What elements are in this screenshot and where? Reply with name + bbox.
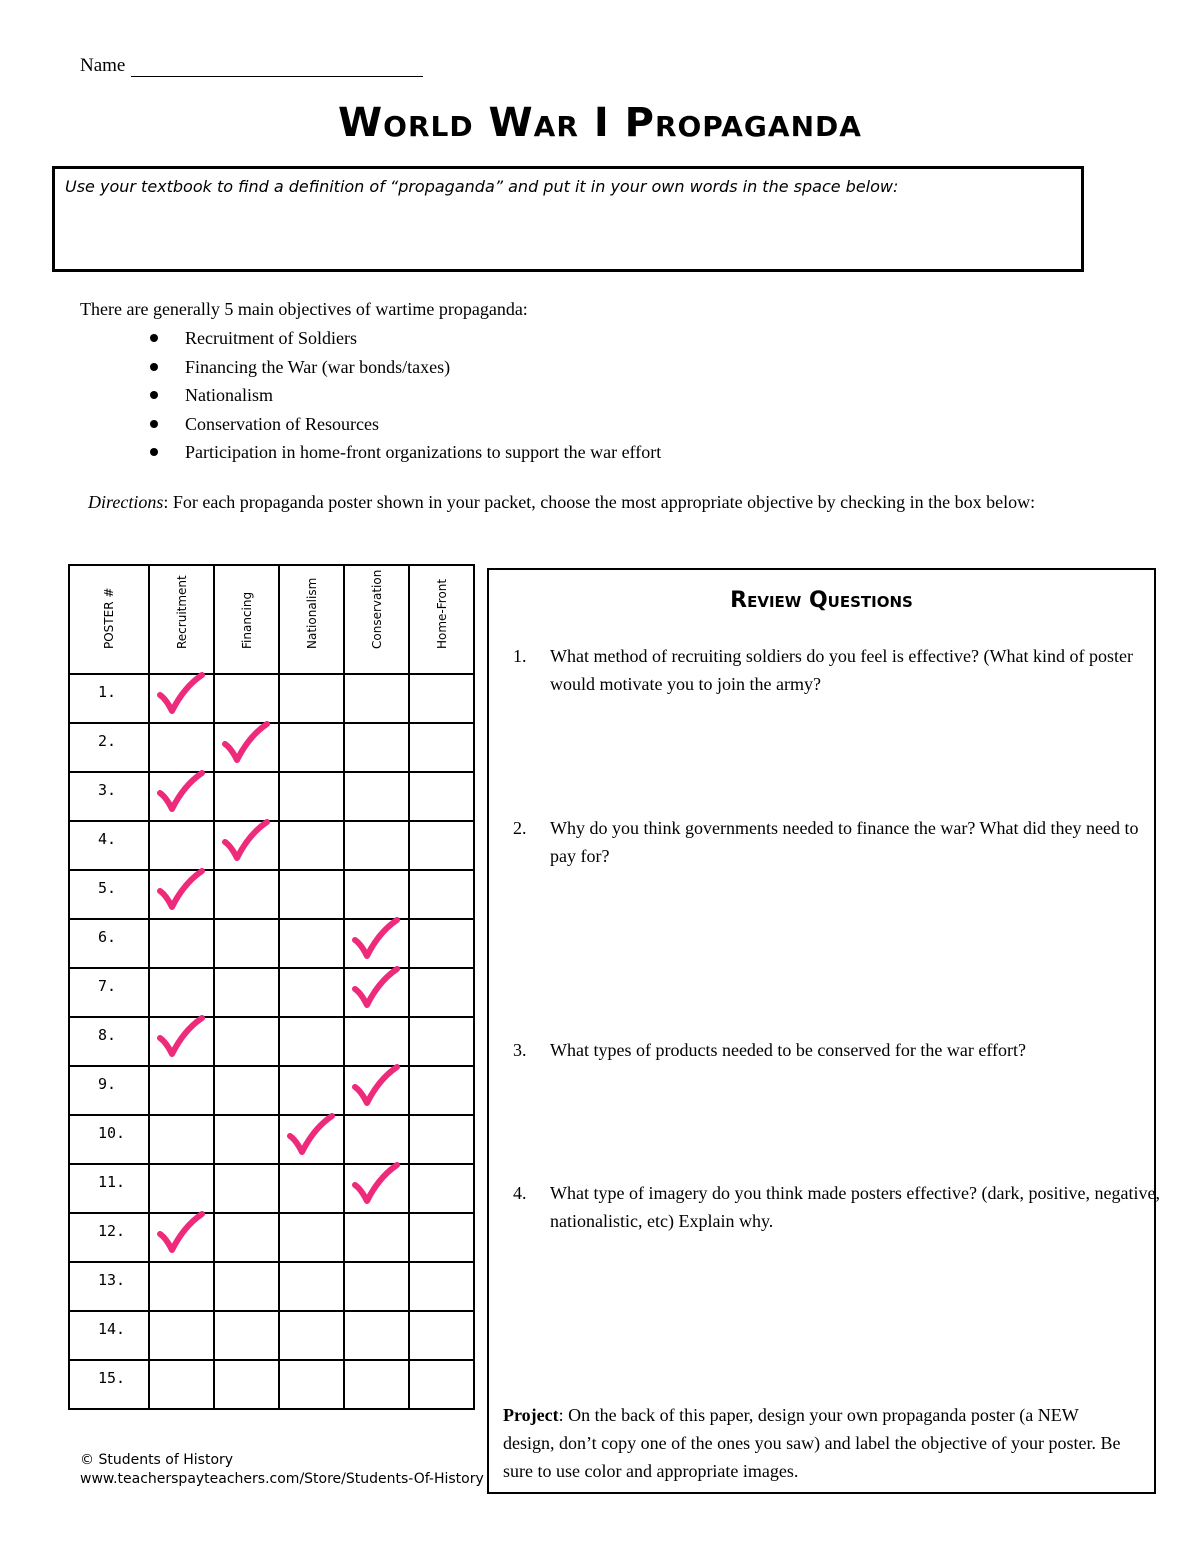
checkbox-cell-recruitment[interactable] [149,1115,214,1164]
checkmark-stroke [225,724,267,760]
checkbox-cell-nationalism[interactable] [279,919,344,968]
checkmark-stroke [355,920,397,956]
checkbox-cell-home-front[interactable] [409,1262,474,1311]
checkbox-cell-conservation[interactable] [344,772,409,821]
column-header-label: Financing [239,591,254,649]
poster-number: 11. [98,1173,126,1191]
checkmark-stroke [160,871,202,907]
checkbox-cell-nationalism[interactable] [279,1115,344,1164]
checkbox-cell-conservation[interactable] [344,674,409,723]
checkbox-cell-recruitment[interactable] [149,1262,214,1311]
question-number: 3. [513,1040,527,1060]
poster-number: 10. [98,1124,126,1142]
poster-number-cell [69,1311,149,1360]
checkbox-cell-nationalism[interactable] [279,1164,344,1213]
checkmark-stroke [160,675,202,711]
checkbox-cell-recruitment[interactable] [149,1017,214,1066]
checkbox-cell-nationalism[interactable] [279,1262,344,1311]
checkbox-cell-recruitment[interactable] [149,1213,214,1262]
checkbox-cell-nationalism[interactable] [279,674,344,723]
footer [80,1451,484,1489]
column-header-home-front [409,565,474,674]
checkbox-cell-conservation[interactable] [344,723,409,772]
checkbox-cell-nationalism[interactable] [279,1311,344,1360]
page-title: World War I Propaganda [338,100,862,146]
checkmark-stroke [355,1165,397,1201]
checkbox-cell-conservation[interactable] [344,1017,409,1066]
checkbox-cell-recruitment[interactable] [149,1164,214,1213]
checkbox-cell-conservation[interactable] [344,968,409,1017]
checkbox-cell-conservation[interactable] [344,1262,409,1311]
checkmark-icon [154,669,208,719]
checkbox-cell-recruitment[interactable] [149,919,214,968]
checkbox-cell-financing[interactable] [214,968,279,1017]
project-instructions [503,1401,1123,1485]
poster-number: 2. [98,732,117,750]
poster-number-cell [69,1066,149,1115]
table-row [69,968,474,1017]
checkbox-cell-financing[interactable] [214,772,279,821]
column-header-label: Home-Front [434,578,449,649]
table-header-row [69,565,474,674]
checkbox-cell-recruitment[interactable] [149,968,214,1017]
checkbox-cell-conservation[interactable] [344,1311,409,1360]
directions-text: : For each propaganda poster shown in your packet, choose the most appropriate objective by checking in the box below: [163,492,1036,512]
checkbox-cell-home-front[interactable] [409,772,474,821]
checkbox-cell-conservation[interactable] [344,1066,409,1115]
checkbox-cell-home-front[interactable] [409,1360,474,1409]
checkbox-cell-recruitment[interactable] [149,1360,214,1409]
project-text: : On the back of this paper, design your own propaganda poster (a NEW design, don’t copy one of the ones you saw) and label the objective of your poster. Be sure to use color and appropriate images. [503,1405,1121,1481]
checkmark-icon [219,816,273,866]
poster-number: 12. [98,1222,126,1240]
column-header-label: Recruitment [174,575,189,649]
checkmark-stroke [225,822,267,858]
name-field [80,55,423,77]
checkbox-cell-financing[interactable] [214,674,279,723]
checkbox-cell-nationalism[interactable] [279,723,344,772]
checkbox-cell-recruitment[interactable] [149,772,214,821]
checkbox-cell-financing[interactable] [214,1017,279,1066]
store-url: www.teacherspayteachers.com/Store/Students-Of-History [80,1471,484,1487]
checkbox-cell-home-front[interactable] [409,1017,474,1066]
checkbox-cell-financing[interactable] [214,1311,279,1360]
checkbox-cell-home-front[interactable] [409,821,474,870]
name-label: Name [80,55,126,76]
poster-number-cell [69,1017,149,1066]
poster-number: 7. [98,977,117,995]
checkbox-cell-nationalism[interactable] [279,1017,344,1066]
poster-number: 9. [98,1075,117,1093]
poster-number-cell [69,968,149,1017]
checkmark-icon [154,1208,208,1258]
question-text: Why do you think governments needed to finance the war? What did they need to pay for? [550,818,1139,866]
poster-number: 6. [98,928,117,946]
column-header-recruitment [149,565,214,674]
checkbox-cell-recruitment[interactable] [149,1311,214,1360]
checkmark-stroke [160,1214,202,1250]
poster-objective-table [68,564,475,1410]
column-header-poster [69,565,149,674]
poster-number-cell [69,919,149,968]
column-header-conservation [344,565,409,674]
table-row [69,723,474,772]
checkbox-cell-financing[interactable] [214,1262,279,1311]
poster-number: 4. [98,830,117,848]
checkbox-cell-financing[interactable] [214,1213,279,1262]
directions-label: Directions [88,492,164,512]
question-text: What types of products needed to be conserved for the war effort? [550,1040,1026,1060]
poster-number: 3. [98,781,117,799]
checkmark-icon [349,1159,403,1209]
checkmark-icon [284,1110,338,1160]
poster-number-cell [69,674,149,723]
copyright: © Students of History [80,1452,234,1468]
checkmark-stroke [160,773,202,809]
checkbox-cell-home-front[interactable] [409,674,474,723]
review-questions-box [487,568,1160,1494]
checkmark-stroke [355,1067,397,1103]
checkbox-cell-home-front[interactable] [409,1066,474,1115]
table-row [69,1066,474,1115]
checkmark-icon [154,1012,208,1062]
checkbox-cell-home-front[interactable] [409,968,474,1017]
poster-number: 13. [98,1271,126,1289]
poster-number: 8. [98,1026,117,1044]
table-row [69,1017,474,1066]
table-row [69,772,474,821]
checkbox-cell-nationalism[interactable] [279,870,344,919]
checkbox-cell-conservation[interactable] [344,1360,409,1409]
poster-number-cell [69,723,149,772]
poster-number-cell [69,821,149,870]
table-row [69,1115,474,1164]
checkbox-cell-financing[interactable] [214,1360,279,1409]
checkbox-cell-recruitment[interactable] [149,674,214,723]
list-item: Conservation of Resources [150,412,661,441]
list-item: Nationalism [150,383,661,412]
review-question [513,1036,1160,1064]
checkbox-cell-home-front[interactable] [409,1115,474,1164]
table-row [69,1262,474,1311]
column-header-label: POSTER # [102,587,116,649]
question-number: 1. [513,646,527,666]
table-row [69,919,474,968]
checkbox-cell-nationalism[interactable] [279,821,344,870]
checkbox-cell-conservation[interactable] [344,1164,409,1213]
checkbox-cell-recruitment[interactable] [149,1066,214,1115]
table-row [69,1311,474,1360]
checkbox-cell-financing[interactable] [214,1164,279,1213]
definition-prompt: Use your textbook to find a definition of “propaganda” and put it in your own words in the space below: [65,177,899,196]
checkmark-stroke [160,1018,202,1054]
column-header-financing [214,565,279,674]
checkbox-cell-home-front[interactable] [409,1311,474,1360]
objectives-intro: There are generally 5 main objectives of wartime propaganda: [80,299,528,319]
checkbox-cell-financing[interactable] [214,870,279,919]
review-question [513,642,1160,698]
checkbox-cell-nationalism[interactable] [279,772,344,821]
checkmark-icon [219,718,273,768]
checkbox-cell-conservation[interactable] [344,1115,409,1164]
table-row [69,821,474,870]
poster-number-cell [69,870,149,919]
checkmark-icon [349,1061,403,1111]
column-header-label: Conservation [369,569,384,649]
checkbox-cell-recruitment[interactable] [149,821,214,870]
poster-number-cell [69,1262,149,1311]
checkbox-cell-financing[interactable] [214,919,279,968]
checkbox-cell-conservation[interactable] [344,919,409,968]
checkbox-cell-financing[interactable] [214,821,279,870]
checkbox-cell-recruitment[interactable] [149,723,214,772]
question-number: 4. [513,1183,527,1203]
poster-number-cell [69,772,149,821]
review-title: Review Questions [730,588,913,613]
checkbox-cell-conservation[interactable] [344,870,409,919]
checkmark-icon [154,767,208,817]
checkbox-cell-home-front[interactable] [409,1213,474,1262]
poster-number-cell [69,1164,149,1213]
poster-number-cell [69,1213,149,1262]
checkbox-cell-nationalism[interactable] [279,968,344,1017]
list-item: Participation in home-front organizations to support the war effort [150,440,661,469]
checkbox-cell-nationalism[interactable] [279,1360,344,1409]
checkbox-cell-financing[interactable] [214,723,279,772]
checkbox-cell-recruitment[interactable] [149,870,214,919]
checkbox-cell-home-front[interactable] [409,919,474,968]
table-row [69,1360,474,1409]
checkbox-cell-financing[interactable] [214,1115,279,1164]
objectives-list [150,326,661,469]
table-row [69,870,474,919]
project-label: Project [503,1405,559,1425]
checkbox-cell-nationalism[interactable] [279,1213,344,1262]
poster-number: 14. [98,1320,126,1338]
checkmark-stroke [290,1116,332,1152]
table-row [69,674,474,723]
column-header-label: Nationalism [304,577,319,649]
table-row [69,1213,474,1262]
list-item: Financing the War (war bonds/taxes) [150,355,661,384]
review-question [513,1179,1160,1235]
checkbox-cell-home-front[interactable] [409,870,474,919]
poster-number: 1. [98,683,117,701]
checkbox-cell-home-front[interactable] [409,723,474,772]
checkbox-cell-conservation[interactable] [344,821,409,870]
name-blank-line[interactable] [131,58,423,77]
poster-number: 5. [98,879,117,897]
directions [88,489,1148,515]
question-text: What method of recruiting soldiers do you feel is effective? (What kind of poster would motivate you to join the army? [550,646,1133,694]
poster-number-cell [69,1360,149,1409]
table-row [69,1164,474,1213]
checkbox-cell-home-front[interactable] [409,1164,474,1213]
checkmark-icon [154,865,208,915]
question-number: 2. [513,818,527,838]
checkbox-cell-conservation[interactable] [344,1213,409,1262]
checkbox-cell-nationalism[interactable] [279,1066,344,1115]
checkbox-cell-financing[interactable] [214,1066,279,1115]
definition-box[interactable] [52,166,1084,272]
list-item: Recruitment of Soldiers [150,326,661,355]
review-question [513,814,1160,870]
poster-number-cell [69,1115,149,1164]
checkmark-icon [349,914,403,964]
question-text: What type of imagery do you think made posters effective? (dark, positive, negative, nationalistic, etc) Explain why. [550,1183,1160,1231]
checkmark-stroke [355,969,397,1005]
column-header-nationalism [279,565,344,674]
poster-number: 15. [98,1369,126,1387]
checkmark-icon [349,963,403,1013]
